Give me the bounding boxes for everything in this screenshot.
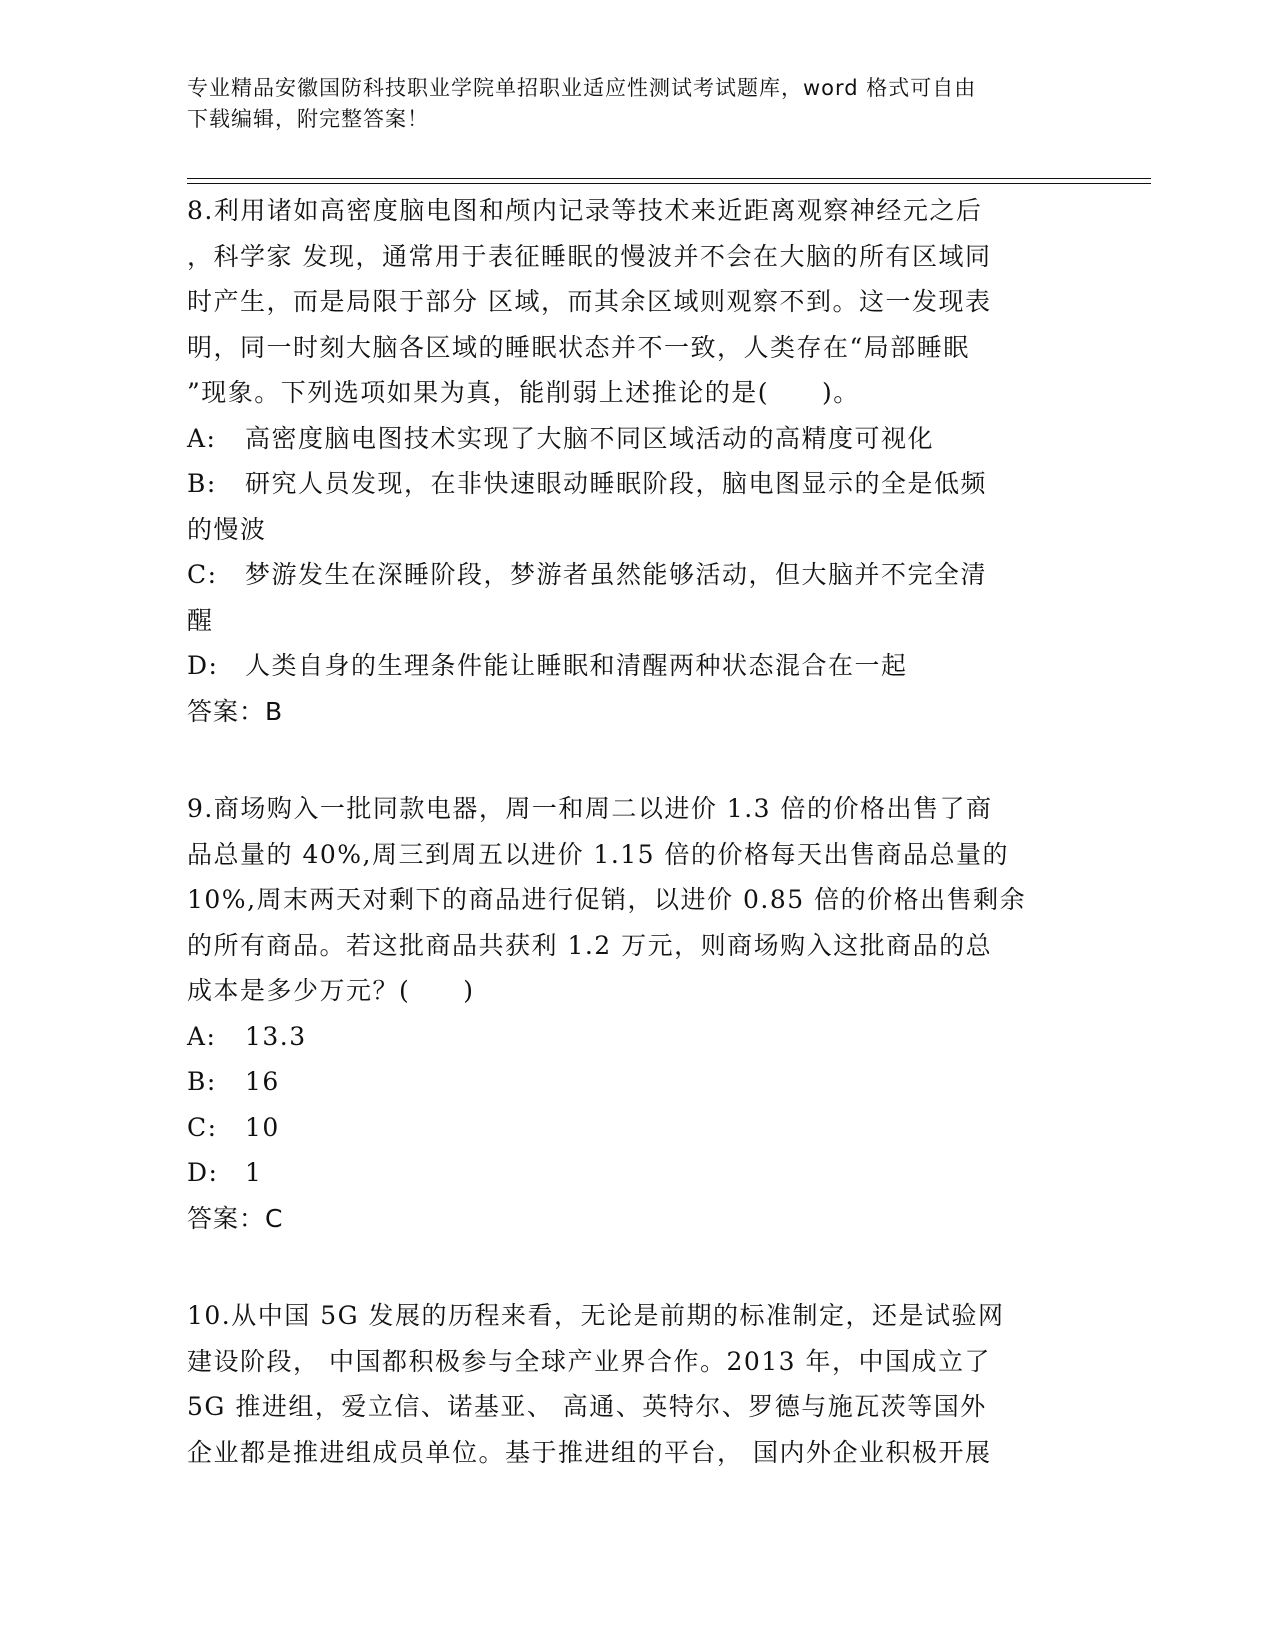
question-10 — [187, 1293, 1087, 1475]
option-b — [187, 1059, 1087, 1105]
option-d — [187, 643, 1087, 689]
question-9 — [187, 786, 1087, 1241]
option-letter: A: — [187, 423, 217, 453]
question-stem-line: 企业都是推进组成员单位。基于推进组的平台， 国内外企业积极开展 — [187, 1437, 992, 1467]
question-stem-line: 9.商场购入一批同款电器，周一和周二以进价 1.3 倍的价格出售了商 — [187, 794, 993, 823]
answer-line: 答案：C — [187, 1203, 284, 1233]
option-text: 16 — [245, 1067, 280, 1096]
question-spacer — [187, 734, 1087, 786]
option-text: 研究人员发现，在非快速眼动睡眠阶段，脑电图显示的全是低频 — [245, 469, 988, 498]
option-text: 13.3 — [245, 1021, 307, 1051]
option-c — [187, 1105, 1087, 1151]
option-letter: A: — [187, 1021, 217, 1051]
answer-line: 答案：B — [187, 696, 284, 726]
option-c — [187, 552, 1087, 598]
question-stem-line: 8.利用诸如高密度脑电图和颅内记录等技术来近距离观察神经元之后 — [187, 196, 983, 225]
question-stem-line: 建设阶段， 中国都积极参与全球产业界合作。2013 年，中国成立了 — [187, 1346, 992, 1376]
question-stem-line: 的所有商品。若这批商品共获利 1.2 万元，则商场购入这批商品的总 — [187, 930, 993, 960]
option-b — [187, 461, 1087, 507]
option-letter: D: — [187, 651, 219, 680]
header-rule-top — [187, 178, 1151, 179]
option-letter: D: — [187, 1158, 219, 1187]
option-c-continuation: 醒 — [187, 605, 214, 635]
option-letter: C: — [187, 560, 218, 589]
option-letter: C: — [187, 1112, 218, 1142]
option-b-continuation: 的慢波 — [187, 514, 267, 544]
option-letter: B: — [187, 1067, 217, 1096]
question-stem-line: ，科学家 发现，通常用于表征睡眠的慢波并不会在大脑的所有区域同 — [187, 241, 992, 271]
question-8 — [187, 188, 1087, 734]
header-line: 下载编辑，附完整答案！ — [187, 107, 429, 131]
question-stem-line: 10%,周末两天对剩下的商品进行促销，以进价 0.85 倍的价格出售剩余 — [187, 885, 1027, 914]
header-rule-bottom — [187, 183, 1151, 184]
option-text: 10 — [245, 1112, 280, 1142]
document-header — [187, 73, 1067, 135]
option-letter: B: — [187, 469, 217, 498]
option-text: 梦游发生在深睡阶段，梦游者虽然能够活动，但大脑并不完全清 — [245, 560, 988, 589]
option-text: 人类自身的生理条件能让睡眠和清醒两种状态混合在一起 — [245, 651, 908, 680]
question-stem-line: 时产生，而是局限于部分 区域，而其余区域则观察不到。这一发现表 — [187, 287, 992, 316]
option-a — [187, 1014, 1087, 1060]
header-line: 专业精品安徽国防科技职业学院单招职业适应性测试考试题库，word 格式可自由 — [187, 76, 977, 100]
option-a — [187, 416, 1087, 462]
question-stem-line: 5G 推进组，爱立信、诺基亚、 高通、英特尔、罗德与施瓦茨等国外 — [187, 1392, 987, 1421]
option-d — [187, 1150, 1087, 1196]
option-text: 高密度脑电图技术实现了大脑不同区域活动的高精度可视化 — [245, 423, 935, 453]
question-stem-line: 成本是多少万元？( ) — [187, 976, 475, 1005]
question-stem-line: 明，同一时刻大脑各区域的睡眠状态并不一致，人类存在“局部睡眠 — [187, 332, 970, 362]
option-text: 1 — [245, 1158, 263, 1187]
question-list — [187, 188, 1087, 1475]
question-stem-line: 品总量的 40%,周三到周五以进价 1.15 倍的价格每天出售商品总量的 — [187, 839, 1010, 869]
question-stem-line: 10.从中国 5G 发展的历程来看，无论是前期的标准制定，还是试验网 — [187, 1301, 1005, 1330]
question-stem-line: ”现象。下列选项如果为真，能削弱上述推论的是( )。 — [187, 378, 860, 407]
question-spacer — [187, 1241, 1087, 1293]
